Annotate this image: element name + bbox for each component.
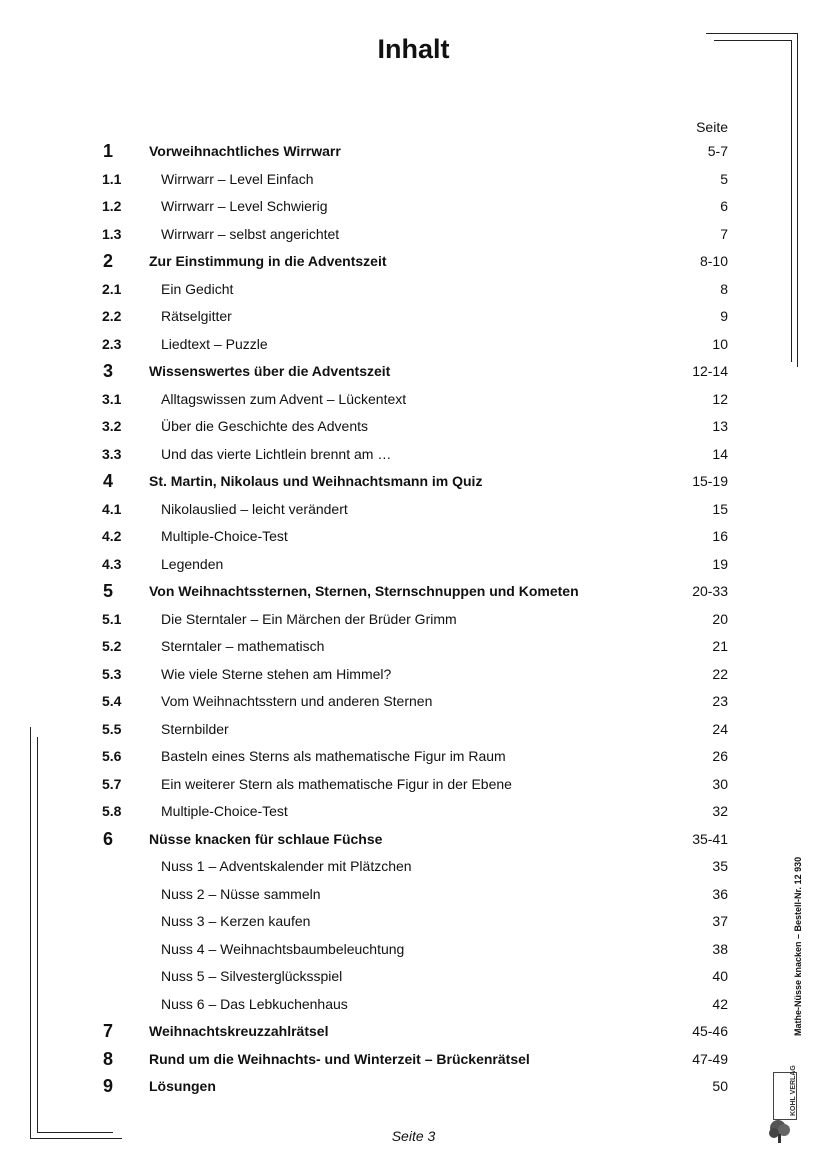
toc-number: 3.1 (102, 390, 122, 407)
toc-label: Nikolauslied – leicht verändert (161, 500, 348, 517)
toc-label: Wirrwarr – selbst angerichtet (161, 225, 340, 242)
toc-section-row (0, 221, 827, 249)
toc-page-number: 50 (712, 1078, 728, 1094)
toc-section-row (0, 166, 827, 194)
toc-section-row (0, 716, 827, 744)
toc-page-number: 35 (712, 858, 728, 874)
toc-label: Zur Einstimmung in die Adventszeit (149, 253, 387, 269)
toc-label: Sterntaler – mathematisch (161, 638, 325, 654)
toc-label: Basteln eines Sterns als mathematische Figur im Raum (161, 748, 506, 764)
toc-page-number: 24 (712, 720, 728, 737)
toc-label: Rund um die Weihnachts- und Winterzeit – Brückenrätsel (149, 1050, 530, 1067)
toc-label: Multiple-Choice-Test (161, 528, 288, 544)
toc-page-number: 8-10 (699, 253, 728, 269)
toc-number: 4.2 (102, 528, 122, 544)
toc-label: Wie viele Sterne stehen am Himmel? (161, 665, 392, 682)
toc-number: 6 (103, 828, 114, 849)
toc-label: Vom Weihnachtsstern und anderen Sternen (161, 693, 433, 709)
toc-label: Multiple-Choice-Test (161, 803, 288, 819)
toc-number: 1.3 (102, 225, 122, 242)
toc-page-number: 8 (720, 280, 728, 297)
toc-label: Sternbilder (161, 720, 229, 737)
order-number-side-text: Mathe-Nüsse knacken – Bestell-Nr. 12 930 (793, 856, 803, 1036)
toc-label: Die Sterntaler – Ein Märchen der Brüder Grimm (161, 610, 457, 627)
toc-label: Legenden (161, 555, 224, 572)
toc-label: Wissenswertes über die Adventszeit (149, 363, 391, 379)
toc-number: 2.2 (102, 308, 122, 324)
page-title: Inhalt (377, 34, 450, 64)
toc-number: 4.1 (102, 500, 122, 517)
page-column-header: Seite (696, 119, 728, 135)
toc-section-row (0, 771, 827, 799)
toc-page-number: 12 (712, 390, 728, 407)
toc-number: 5 (103, 581, 114, 601)
toc-page-number: 22 (712, 665, 728, 682)
toc-page-number: 14 (712, 445, 728, 462)
toc-label: Ein Gedicht (161, 280, 234, 297)
toc-chapter-row (0, 578, 827, 606)
toc-page-number: 21 (712, 638, 728, 654)
toc-page-number: 19 (712, 555, 728, 572)
toc-number: 5.7 (102, 775, 122, 792)
toc-section-row (0, 661, 827, 689)
toc-number: 5.2 (102, 638, 122, 654)
toc-page-number: 16 (712, 528, 728, 544)
toc-page-number: 36 (712, 885, 728, 902)
toc-label: Nuss 3 – Kerzen kaufen (161, 913, 311, 929)
toc-page-number: 5-7 (707, 143, 728, 159)
toc-label: Über die Geschichte des Advents (161, 418, 369, 434)
toc-number: 9 (103, 1076, 114, 1096)
toc-label: Liedtext – Puzzle (161, 335, 268, 352)
toc-section-row (0, 936, 827, 964)
toc-section-row (0, 276, 827, 304)
toc-number: 5.8 (102, 803, 122, 819)
publisher-logo-text: KOHL VERLAG (790, 1065, 797, 1116)
toc-page-number: 45-46 (692, 1023, 728, 1039)
toc-label: Nuss 4 – Weihnachtsbaumbeleuchtung (161, 940, 405, 957)
toc-section-row (0, 688, 827, 716)
toc-section-row (0, 523, 827, 551)
toc-chapter-row (0, 1073, 827, 1101)
toc-number: 5.1 (102, 610, 122, 627)
toc-label: Nuss 2 – Nüsse sammeln (161, 885, 321, 902)
toc-number: 8 (103, 1048, 114, 1069)
toc-section-row (0, 193, 827, 221)
toc-page-number: 15-19 (692, 473, 728, 489)
toc-page-number: 42 (712, 995, 728, 1012)
toc-page-number: 23 (712, 693, 728, 709)
toc-number: 2.1 (102, 280, 122, 297)
toc-label: Wirrwarr – Level Einfach (161, 170, 314, 187)
toc-section-row (0, 331, 827, 359)
toc-section-row (0, 441, 827, 469)
toc-page-number: 6 (720, 198, 728, 214)
toc-label: St. Martin, Nikolaus und Weihnachtsmann im Quiz (149, 473, 483, 489)
table-of-contents (0, 138, 827, 1101)
toc-page-number: 40 (712, 968, 728, 984)
toc-number: 2 (103, 251, 114, 271)
toc-section-row (0, 743, 827, 771)
toc-section-row (0, 551, 827, 579)
toc-number: 4 (103, 471, 114, 491)
toc-page-number: 20 (712, 610, 728, 627)
toc-section-row (0, 496, 827, 524)
toc-label: Von Weihnachtssternen, Sternen, Sternschnuppen und Kometen (149, 583, 579, 599)
toc-section-row (0, 963, 827, 991)
toc-page-number: 32 (712, 803, 728, 819)
toc-number: 4.3 (102, 555, 122, 572)
toc-section-row (0, 303, 827, 331)
toc-label: Weihnachtskreuzzahlrätsel (149, 1023, 329, 1039)
toc-section-row (0, 798, 827, 826)
toc-page-number: 15 (712, 500, 728, 517)
toc-page-number: 26 (712, 748, 728, 764)
toc-page-number: 47-49 (692, 1050, 728, 1067)
toc-number: 3.2 (102, 418, 122, 434)
toc-number: 5.3 (102, 665, 122, 682)
toc-section-row (0, 908, 827, 936)
toc-label: Wirrwarr – Level Schwierig (161, 198, 328, 214)
toc-chapter-row (0, 826, 827, 854)
toc-page-number: 10 (712, 335, 728, 352)
toc-page-number: 5 (720, 170, 728, 187)
toc-chapter-row (0, 358, 827, 386)
toc-number: 1.1 (102, 170, 122, 187)
toc-number: 3.3 (102, 445, 122, 462)
toc-label: Lösungen (149, 1078, 216, 1094)
toc-chapter-row (0, 1018, 827, 1046)
toc-section-row (0, 853, 827, 881)
toc-page-number: 9 (720, 308, 728, 324)
toc-section-row (0, 633, 827, 661)
toc-section-row (0, 881, 827, 909)
toc-page-number: 12-14 (692, 363, 728, 379)
toc-page-number: 38 (712, 940, 728, 957)
toc-number: 1 (103, 141, 114, 161)
toc-label: Ein weiterer Stern als mathematische Figur in der Ebene (161, 775, 512, 792)
toc-label: Rätselgitter (161, 308, 232, 324)
toc-section-row (0, 386, 827, 414)
toc-label: Und das vierte Lichtlein brennt am … (161, 445, 392, 462)
toc-number: 7 (103, 1021, 114, 1041)
toc-number: 5.6 (102, 748, 122, 764)
toc-section-row (0, 606, 827, 634)
toc-chapter-row (0, 138, 827, 166)
toc-number: 5.4 (102, 693, 122, 709)
toc-page-number: 13 (712, 418, 728, 434)
toc-section-row (0, 991, 827, 1019)
toc-label: Alltagswissen zum Advent – Lückentext (161, 390, 407, 407)
toc-label: Vorweihnachtliches Wirrwarr (149, 143, 341, 159)
toc-page-number: 35-41 (692, 830, 728, 847)
toc-label: Nuss 5 – Silvesterglücksspiel (161, 968, 343, 984)
toc-label: Nüsse knacken für schlaue Füchse (149, 830, 383, 847)
toc-number: 1.2 (102, 198, 122, 214)
toc-page-number: 20-33 (692, 583, 728, 599)
toc-chapter-row (0, 1046, 827, 1074)
toc-label: Nuss 1 – Adventskalender mit Plätzchen (161, 858, 412, 874)
page-footer: Seite 3 (391, 1128, 436, 1144)
toc-number: 3 (103, 361, 114, 381)
toc-page-number: 37 (712, 913, 728, 929)
tree-logo-icon (766, 1116, 796, 1144)
toc-number: 5.5 (102, 720, 122, 737)
toc-page-number: 7 (720, 225, 728, 242)
toc-chapter-row (0, 468, 827, 496)
toc-page-number: 30 (712, 775, 728, 792)
toc-number: 2.3 (102, 335, 122, 352)
toc-chapter-row (0, 248, 827, 276)
toc-label: Nuss 6 – Das Lebkuchenhaus (161, 995, 348, 1012)
toc-section-row (0, 413, 827, 441)
